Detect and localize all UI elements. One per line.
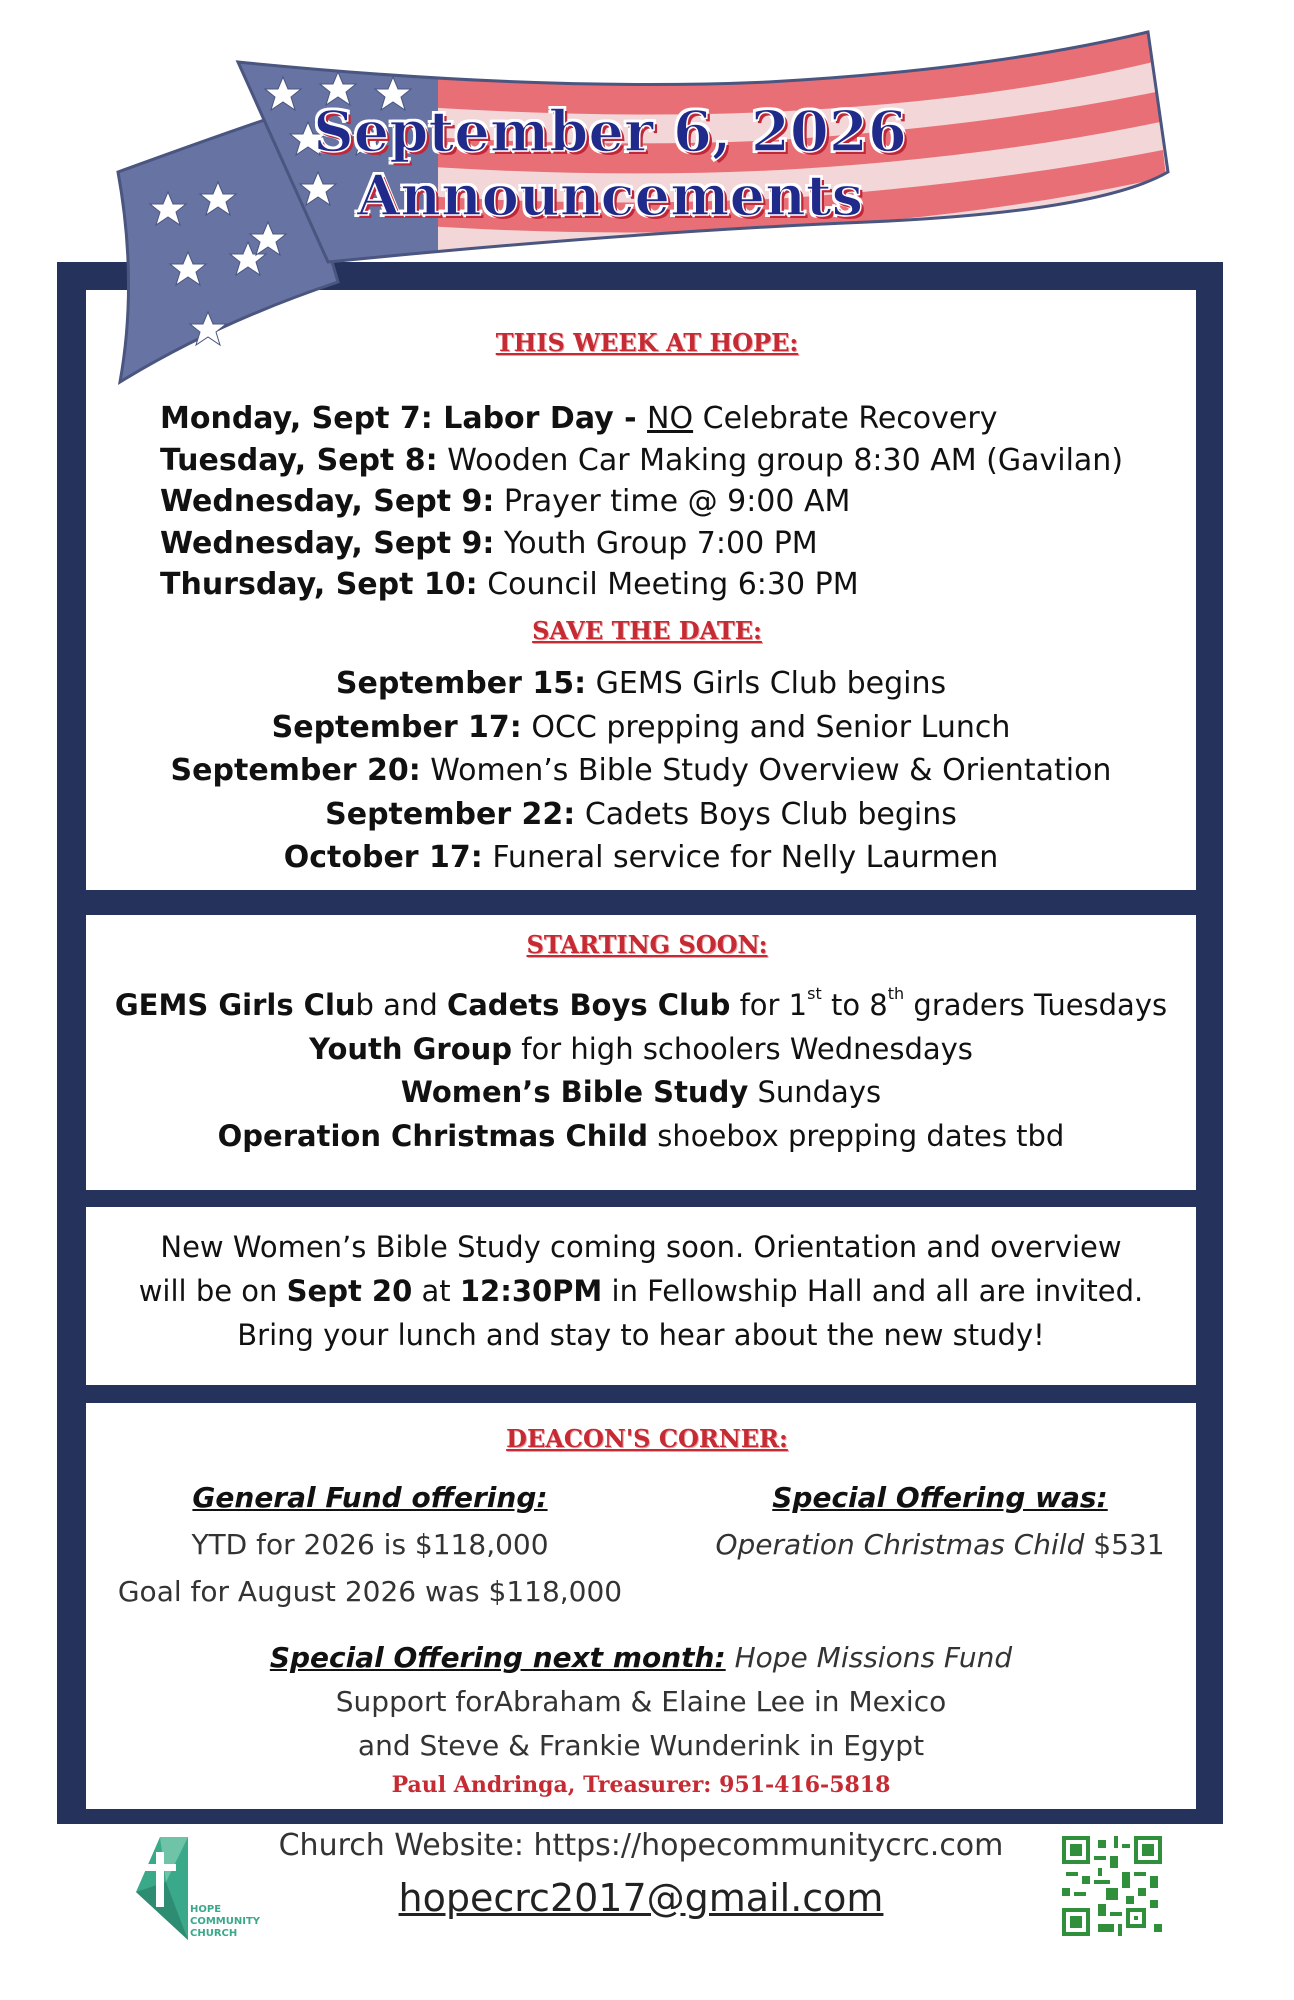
list-item: Monday, Sept 7: Labor Day - NO Celebrate Recovery (160, 401, 998, 436)
next-month-block: Special Offering next month: Hope Missions Fund Support forAbraham & Elaine Lee in Mexico and Steve & Frankie Wunderink in Egypt (269, 1641, 1013, 1762)
list-item: September 20: Women’s Bible Study Overview & Orientation (170, 753, 1112, 788)
list-item: Tuesday, Sept 8: Wooden Car Making group 8:30 AM (Gavilan) (160, 442, 1124, 478)
general-fund-block (100, 1474, 640, 1615)
svg-text:COMMUNITY: COMMUNITY (190, 1916, 261, 1927)
list-item: September 22: Cadets Boys Club begins (325, 796, 957, 832)
qr-code-image[interactable] (1062, 1836, 1162, 1936)
special-offering-heading: Special Offering was: (772, 1481, 1108, 1514)
special-offering-block: Special Offering was: Operation Christmas Child $531 (700, 1474, 1180, 1568)
church-website-link[interactable]: Church Website: https://hopecommunitycrc.com (278, 1828, 1004, 1863)
bible-study-text: New Women’s Bible Study coming soon. Orientation and overview will be on Sept 20 at 12:30PM in Fellowship Hall and all are invited. Bring your lunch and stay to hear about the new study! (138, 1230, 1144, 1352)
list-item: October 17: Funeral service for Nelly Laurmen (283, 840, 999, 875)
this-week-list (160, 398, 1123, 606)
page-title (230, 100, 990, 228)
list-item: Wednesday, Sept 9: Prayer time @ 9:00 AM (160, 484, 851, 519)
this-week-heading: THIS WEEK AT HOPE: (495, 328, 799, 357)
list-item: Wednesday, Sept 9: Youth Group 7:00 PM (160, 525, 818, 561)
general-fund-goal: Goal for August 2026 was $118,000 (117, 1575, 623, 1608)
starting-soon-heading: STARTING SOON: (526, 930, 768, 959)
save-the-date-list (86, 662, 1196, 880)
list-item: Operation Christmas Child shoebox prepping dates tbd (217, 1118, 1065, 1153)
list-item: September 15: GEMS Girls Club begins (335, 666, 947, 701)
list-item: GEMS Girls Club and Cadets Boys Club for 1st to 8th graders Tuesdays (114, 984, 1168, 1022)
general-fund-heading: General Fund offering: (192, 1481, 548, 1514)
email-link[interactable]: hopecrc2017@gmail.com (398, 1876, 884, 1920)
save-the-date-heading: SAVE THE DATE: (532, 616, 762, 645)
deacons-corner-heading: DEACON'S CORNER: (506, 1424, 788, 1453)
starting-soon-list (86, 984, 1196, 1158)
list-item: Youth Group for high schoolers Wednesdays (309, 1031, 973, 1066)
svg-text:HOPE: HOPE (190, 1904, 222, 1915)
general-fund-ytd: YTD for 2026 is $118,000 (191, 1528, 549, 1561)
title-date: September 6, 2026 (313, 99, 907, 165)
list-item: Thursday, Sept 10: Council Meeting 6:30 PM (160, 567, 859, 602)
title-announcements: Announcements (356, 163, 864, 229)
list-item: Women’s Bible Study Sundays (400, 1075, 882, 1109)
list-item: September 17: OCC prepping and Senior Lunch (271, 709, 1011, 745)
svg-text:CHURCH: CHURCH (190, 1928, 238, 1939)
treasurer-contact: Paul Andringa, Treasurer: 951-416-5818 (391, 1772, 891, 1798)
